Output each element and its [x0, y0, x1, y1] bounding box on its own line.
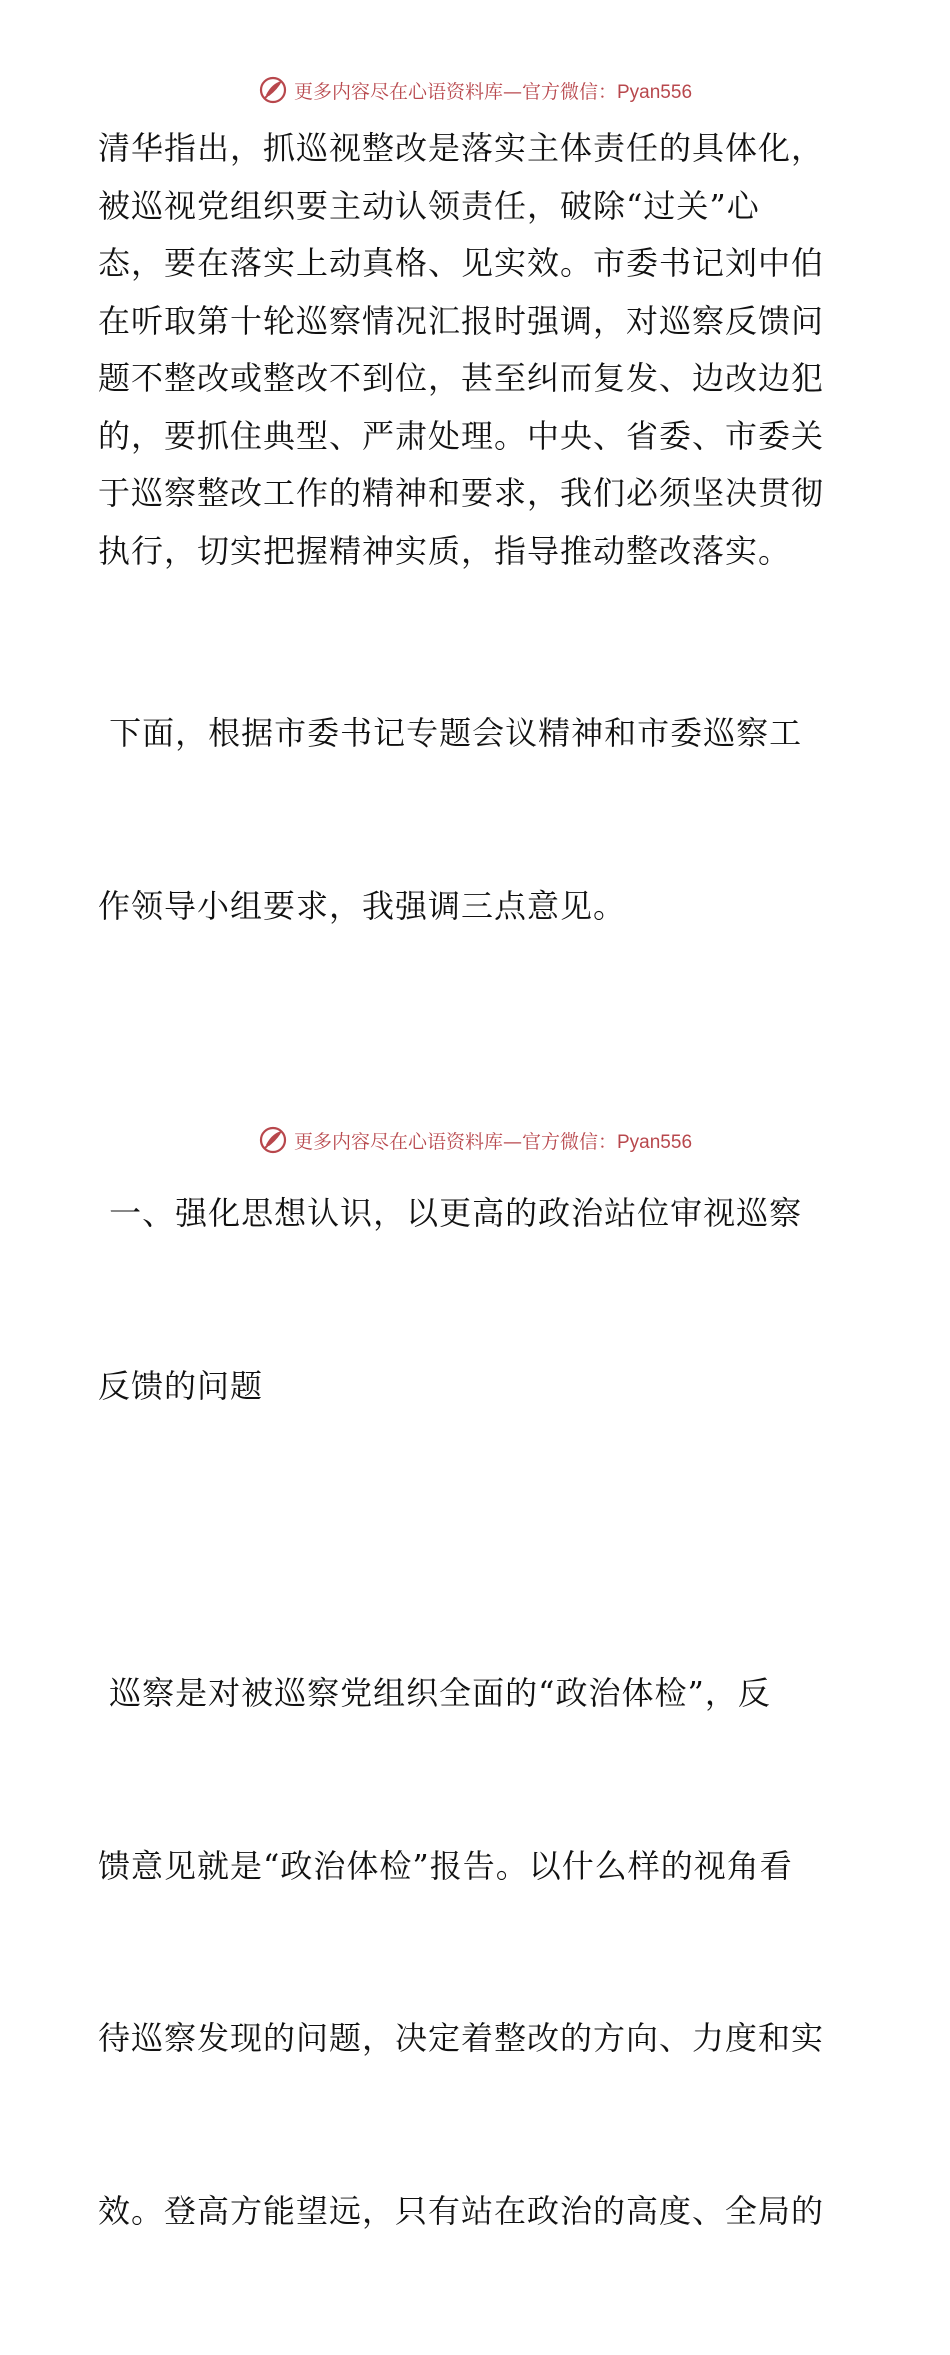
text-line: 于巡察整改工作的精神和要求，我们必须坚决贯彻 — [98, 474, 825, 512]
text-line: 清华指出，抓巡视整改是落实主体责任的具体化， — [98, 129, 825, 167]
banner-label: 更多内容尽在心语资料库—官方微信： — [293, 80, 617, 103]
banner-wechat-id: Pyan556 — [617, 1131, 693, 1153]
text-line: 一、强化思想认识，以更高的政治站位审视巡察 — [98, 1194, 803, 1232]
text-line: 在听取第十轮巡察情况汇报时强调，对巡察反馈问 — [98, 301, 825, 340]
document-body — [98, 120, 858, 2355]
text-line: 巡察是对被巡察党组织全面的“政治体检”，反 — [98, 1674, 771, 1712]
quill-logo-icon — [258, 1125, 288, 1155]
text-line: 待巡察发现的问题，决定着整改的方向、力度和实 — [98, 2019, 825, 2057]
footer-banner — [0, 1120, 950, 1160]
paragraph-2 — [98, 590, 858, 1050]
text-line: 下面，根据市委书记专题会议精神和市委巡察工 — [98, 714, 803, 752]
paragraph-3 — [98, 1550, 858, 2355]
text-line: 执行，切实把握精神实质，指导推动整改落实。 — [98, 531, 792, 570]
text-line: 题不整改或整改不到位，甚至纠而复发、边改边犯 — [98, 359, 825, 397]
banner-wechat-id: Pyan556 — [617, 81, 693, 103]
banner-text — [294, 1127, 692, 1154]
text-line: 被巡视党组织要主动认领责任，破除“过关”心 — [98, 186, 760, 225]
text-line: 馈意见就是“政治体检”报告。以什么样的视角看 — [98, 1846, 793, 1885]
text-line: 作领导小组要求，我强调三点意见。 — [98, 886, 627, 925]
header-banner — [0, 70, 950, 110]
quill-logo-icon — [258, 75, 288, 105]
text-line: 的，要抓住典型、严肃处理。中央、省委、市委关 — [98, 416, 825, 455]
banner-label: 更多内容尽在心语资料库—官方微信： — [293, 1130, 617, 1153]
paragraph-1 — [98, 120, 858, 580]
text-line: 态，要在落实上动真格、见实效。市委书记刘中伯 — [98, 244, 825, 282]
text-line: 反馈的问题 — [98, 1366, 264, 1405]
banner-text — [294, 77, 692, 104]
text-line: 效。登高方能望远，只有站在政治的高度、全局的 — [98, 2191, 825, 2230]
